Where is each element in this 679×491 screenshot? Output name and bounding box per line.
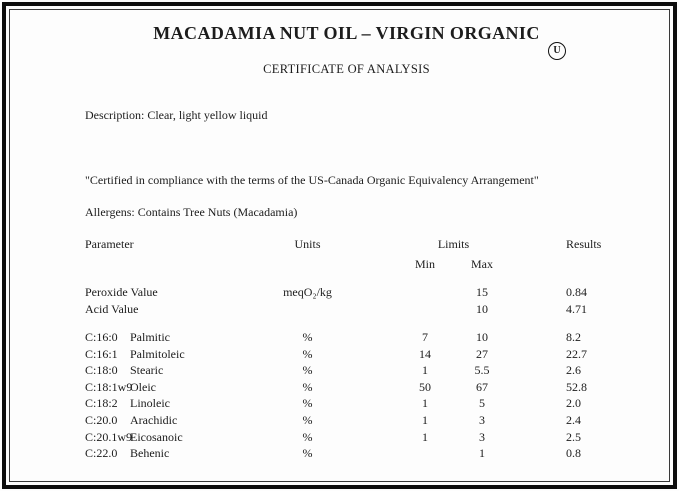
cell-max: 5 [479, 396, 485, 411]
cell-max: 1 [479, 446, 485, 461]
cell-max: 67 [476, 379, 488, 394]
cell-code: C:18:0 [85, 363, 118, 378]
cell-name: Stearic [130, 363, 164, 378]
cell-min: 50 [419, 379, 431, 394]
table-row [85, 362, 645, 379]
cell-units: % [302, 412, 313, 427]
units-column-header: Units [294, 237, 321, 251]
table-row [85, 395, 645, 412]
cell-units: meqO₂/kg [283, 285, 332, 299]
cell-result: 8.2 [566, 330, 581, 344]
quality-parameter-rows [85, 284, 645, 318]
cell-units: % [302, 330, 313, 344]
kosher-ou-icon [548, 42, 566, 60]
cell-name: Linoleic [130, 396, 170, 411]
cell-min: 1 [422, 363, 428, 378]
cell-result: 2.4 [566, 412, 581, 427]
fatty-acid-profile-rows [85, 329, 645, 462]
document-title: MACADAMIA NUT OIL – VIRGIN ORGANIC [153, 23, 540, 43]
table-row [85, 379, 645, 396]
table-row [85, 301, 645, 318]
parameter-column-header: Parameter [85, 237, 134, 251]
cell-code: C:20.0 [85, 412, 118, 427]
cell-min: 1 [422, 396, 428, 411]
cell-result: 52.8 [566, 379, 587, 394]
cell-units: % [302, 396, 313, 411]
cell-result: 2.0 [566, 396, 581, 411]
cell-max: 15 [476, 285, 488, 299]
cell-name: Palmitoleic [130, 346, 185, 361]
document-subtitle: CERTIFICATE OF ANALYSIS [263, 62, 430, 76]
cell-max: 5.5 [474, 363, 490, 378]
cell-name: Oleic [130, 379, 156, 394]
table-subheader-row [85, 256, 645, 272]
table-row [85, 284, 645, 301]
cell-max: 10 [476, 302, 488, 316]
cell-code: C:22.0 [85, 446, 118, 461]
table-row [85, 429, 645, 446]
cell-name: Acid Value [85, 302, 139, 316]
cell-units: % [302, 429, 313, 444]
cell-name: Eicosanoic [130, 429, 183, 444]
table-row [85, 412, 645, 429]
cell-code: C:18:1w9 [85, 379, 133, 394]
cell-max: 3 [479, 412, 485, 427]
table-row [85, 346, 645, 363]
cell-result: 2.5 [566, 429, 581, 444]
cell-max: 3 [479, 429, 485, 444]
cell-result: 0.84 [566, 285, 587, 299]
cell-min: 1 [422, 429, 428, 444]
min-column-header: Min [414, 257, 435, 271]
kosher-letter: U [553, 45, 561, 56]
cell-name: Behenic [130, 446, 170, 461]
limits-column-header: Limits [437, 237, 470, 251]
cell-name: Arachidic [130, 412, 178, 427]
cell-units: % [302, 379, 313, 394]
cell-max: 27 [476, 346, 488, 361]
cell-units: % [302, 346, 313, 361]
cell-min: 1 [422, 412, 428, 427]
cell-units: % [302, 446, 313, 461]
certification-statement: "Certified in compliance with the terms of the US-Canada Organic Equivalency Arrangement" [85, 173, 539, 187]
cell-code: C:18:2 [85, 396, 118, 411]
cell-result: 0.8 [566, 446, 581, 461]
cell-min: 14 [419, 346, 431, 361]
cell-min: 7 [422, 330, 428, 344]
results-column-header: Results [566, 237, 602, 251]
cell-code: C:16:0 [85, 330, 118, 344]
cell-name: Palmitic [130, 330, 170, 344]
cell-code: C:16:1 [85, 346, 118, 361]
table-row [85, 445, 645, 462]
table-header-row [85, 236, 645, 252]
max-column-header: Max [471, 257, 493, 271]
description-line: Description: Clear, light yellow liquid [85, 108, 268, 122]
cell-max: 10 [476, 330, 488, 344]
allergens-line: Allergens: Contains Tree Nuts (Macadamia) [85, 205, 298, 219]
cell-code: C:20.1w9 [85, 429, 133, 444]
cell-units: % [302, 363, 313, 378]
cell-result: 22.7 [566, 346, 587, 361]
cell-name: Peroxide Value [85, 285, 158, 299]
cell-result: 4.71 [566, 302, 587, 316]
table-row [85, 329, 645, 346]
cell-result: 2.6 [566, 363, 581, 378]
